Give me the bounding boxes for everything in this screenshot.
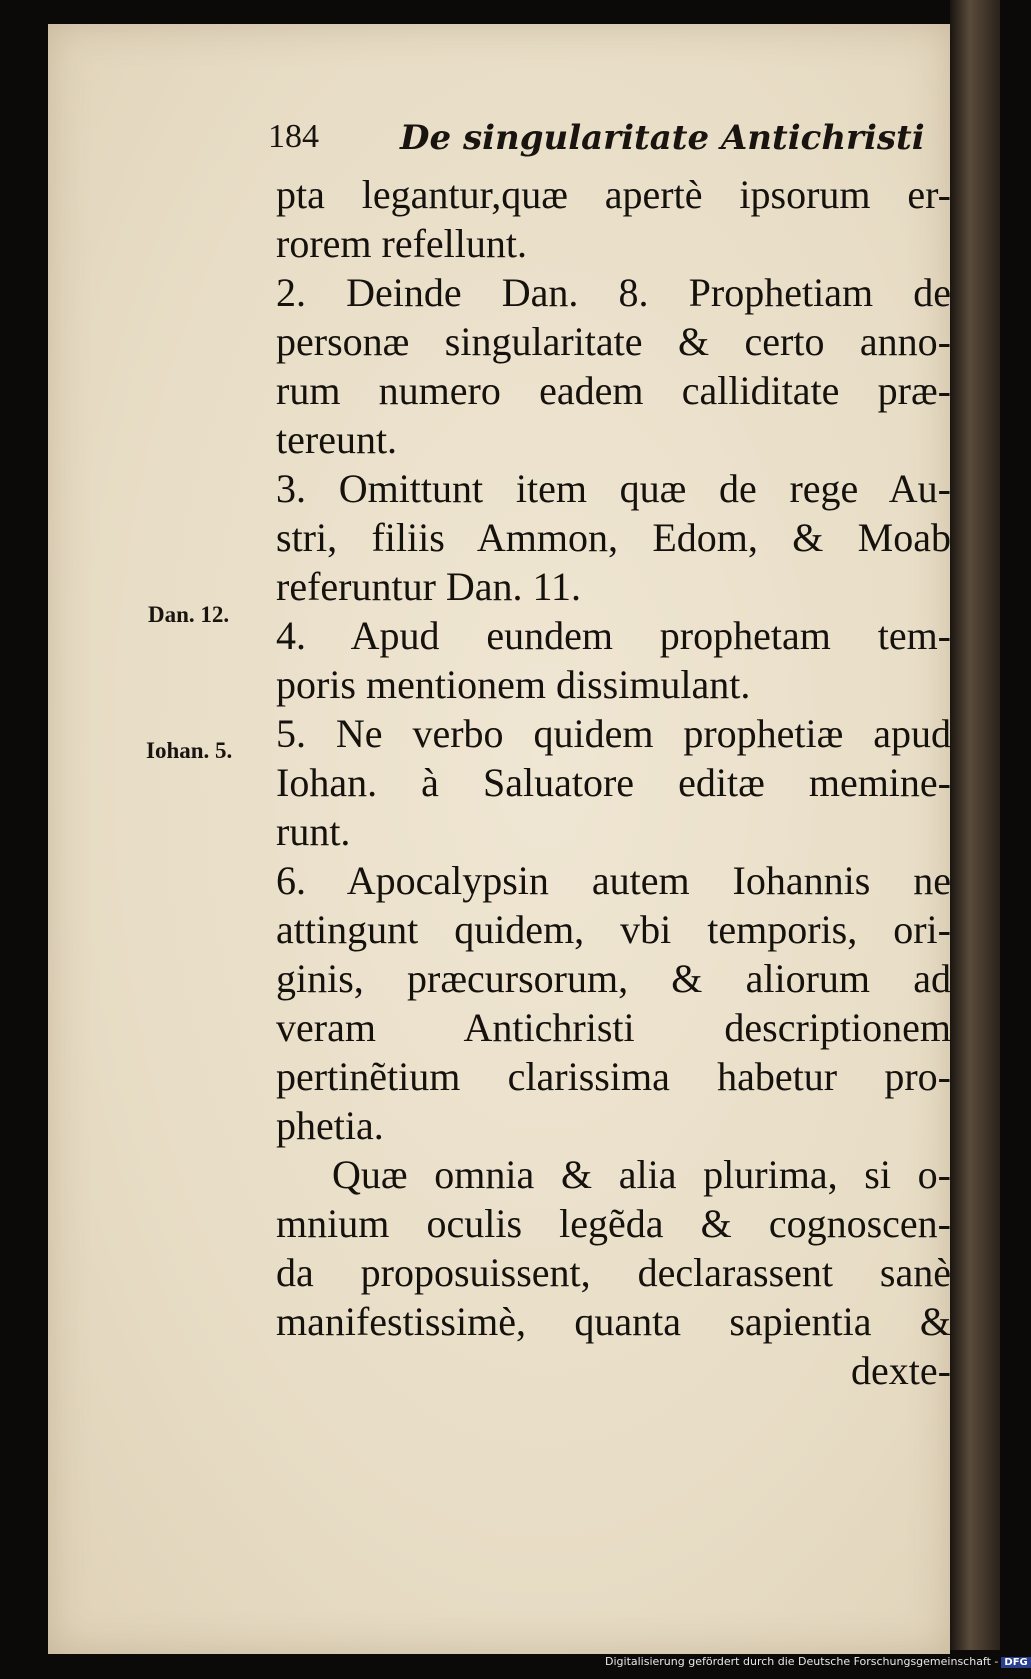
marginal-note-iohan: Iohan. 5. [146, 738, 233, 763]
text-line: da proposuissent, declarassent sanè [276, 1250, 951, 1295]
text-line: referuntur Dan. 11. [276, 564, 582, 609]
text-line: 2. Deinde Dan. 8. Prophetiam de [276, 270, 951, 315]
text-line: 4. Apud eundem prophetam tem- [276, 613, 951, 658]
text-line: phetia. [276, 1103, 384, 1148]
text-line: 3. Omittunt item quæ de rege Au- [276, 466, 951, 511]
text-line: rorem refellunt. [276, 221, 527, 266]
text-line: veram Antichristi descriptionem [276, 1005, 951, 1050]
text-line: ginis, præcursorum, & aliorum ad [276, 956, 951, 1001]
text-line: rum numero eadem calliditate præ- [276, 368, 951, 413]
text-line: Iohan. à Saluatore editæ memine- [276, 760, 951, 805]
book-edge [950, 0, 1000, 1650]
text-line: tereunt. [276, 417, 398, 462]
digitization-footer [605, 1655, 1031, 1668]
text-line: 5. Ne verbo quidem prophetiæ apud [276, 711, 951, 756]
catchword: dexte- [851, 1348, 951, 1393]
footer-text: Digitalisierung gefördert durch die Deutsche Forschungsgemeinschaft - [605, 1655, 999, 1668]
text-line: runt. [276, 809, 351, 854]
running-title: De singularitate Antichristi [400, 118, 925, 158]
body-text [276, 170, 951, 1395]
text-line: personæ singularitate & certo anno- [276, 319, 951, 364]
marginal-note-dan: Dan. 12. [148, 602, 230, 627]
text-line: attingunt quidem, vbi temporis, ori- [276, 907, 951, 952]
text-line: mnium oculis legẽda & cognoscen- [276, 1201, 951, 1246]
text-line: Quæ omnia & alia plurima, si o- [332, 1152, 951, 1197]
page-number: 184 [268, 118, 319, 155]
text-line: stri, filiis Ammon, Edom, & Moab [276, 515, 951, 560]
text-line: manifestissimè, quanta sapientia & [276, 1299, 951, 1344]
text-line: 6. Apocalypsin autem Iohannis ne [276, 858, 951, 903]
text-line: poris mentionem dissimulant. [276, 662, 751, 707]
text-line: pta legantur,quæ apertè ipsorum er- [276, 172, 951, 217]
text-line: pertinẽtium clarissima habetur pro- [276, 1054, 951, 1099]
dfg-logo-icon: DFG [1001, 1657, 1030, 1668]
